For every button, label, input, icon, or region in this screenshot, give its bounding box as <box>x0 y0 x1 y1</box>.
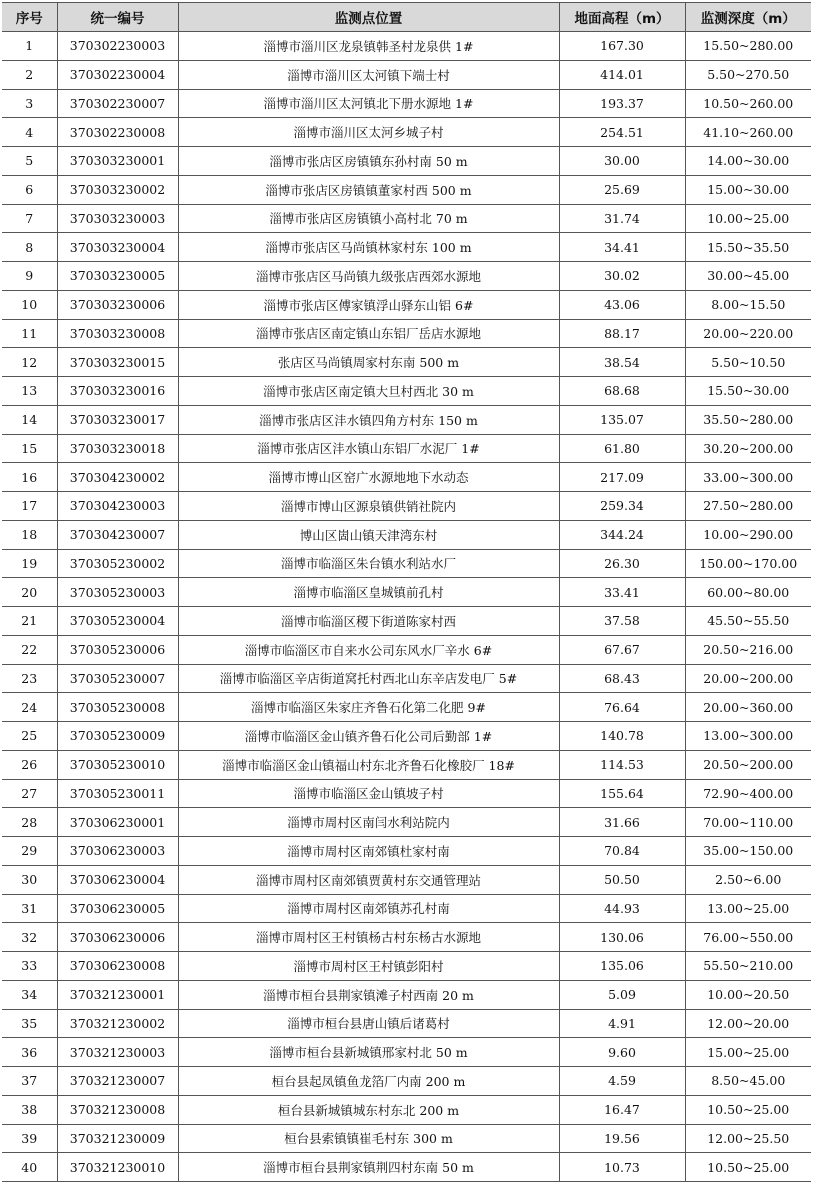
cell-serial-number: 4 <box>2 118 57 147</box>
cell-location: 淄博市淄川区龙泉镇韩圣村龙泉供 1# <box>178 32 559 61</box>
cell-monitoring-depth: 20.00~220.00 <box>685 319 811 348</box>
cell-monitoring-depth: 10.00~290.00 <box>685 520 811 549</box>
cell-location: 淄博市张店区房镇镇小高村北 70 m <box>178 204 559 233</box>
cell-unified-id: 370303230018 <box>57 434 178 463</box>
cell-location: 淄博市张店区南定镇大旦村西北 30 m <box>178 377 559 406</box>
cell-location: 淄博市张店区房镇镇东孙村南 50 m <box>178 147 559 176</box>
table-row <box>2 175 811 204</box>
cell-ground-elevation: 30.02 <box>559 262 685 291</box>
cell-monitoring-depth: 5.50~270.50 <box>685 60 811 89</box>
cell-unified-id: 370303230003 <box>57 204 178 233</box>
cell-ground-elevation: 114.53 <box>559 750 685 779</box>
table-row <box>2 147 811 176</box>
header-ground-elevation: 地面高程（m） <box>559 3 685 32</box>
cell-ground-elevation: 70.84 <box>559 837 685 866</box>
cell-ground-elevation: 9.60 <box>559 1038 685 1067</box>
cell-ground-elevation: 16.47 <box>559 1095 685 1124</box>
cell-ground-elevation: 4.91 <box>559 1009 685 1038</box>
cell-serial-number: 20 <box>2 578 57 607</box>
cell-unified-id: 370304230007 <box>57 520 178 549</box>
cell-ground-elevation: 61.80 <box>559 434 685 463</box>
cell-ground-elevation: 38.54 <box>559 348 685 377</box>
cell-serial-number: 14 <box>2 405 57 434</box>
table-row <box>2 32 811 61</box>
table-header-row <box>2 3 811 32</box>
cell-ground-elevation: 344.24 <box>559 520 685 549</box>
cell-location: 淄博市周村区王村镇彭阳村 <box>178 952 559 981</box>
cell-ground-elevation: 130.06 <box>559 923 685 952</box>
cell-serial-number: 25 <box>2 722 57 751</box>
cell-ground-elevation: 67.67 <box>559 635 685 664</box>
cell-monitoring-depth: 55.50~210.00 <box>685 952 811 981</box>
table-row <box>2 1067 811 1096</box>
cell-ground-elevation: 33.41 <box>559 578 685 607</box>
cell-serial-number: 17 <box>2 492 57 521</box>
cell-ground-elevation: 193.37 <box>559 89 685 118</box>
cell-serial-number: 12 <box>2 348 57 377</box>
cell-unified-id: 370306230006 <box>57 923 178 952</box>
table-row <box>2 865 811 894</box>
cell-unified-id: 370305230002 <box>57 549 178 578</box>
table-row <box>2 492 811 521</box>
cell-monitoring-depth: 13.00~300.00 <box>685 722 811 751</box>
cell-serial-number: 16 <box>2 463 57 492</box>
cell-serial-number: 22 <box>2 635 57 664</box>
cell-unified-id: 370321230010 <box>57 1153 178 1182</box>
cell-location: 淄博市临淄区辛店街道窝托村西北山东辛店发电厂 5# <box>178 664 559 693</box>
cell-location: 淄博市淄川区太河镇下端士村 <box>178 60 559 89</box>
cell-serial-number: 2 <box>2 60 57 89</box>
cell-serial-number: 18 <box>2 520 57 549</box>
header-serial-number: 序号 <box>2 3 57 32</box>
cell-monitoring-depth: 30.00~45.00 <box>685 262 811 291</box>
cell-unified-id: 370303230001 <box>57 147 178 176</box>
cell-monitoring-depth: 76.00~550.00 <box>685 923 811 952</box>
cell-location: 淄博市临淄区金山镇福山村东北齐鲁石化橡胶厂 18# <box>178 750 559 779</box>
cell-ground-elevation: 254.51 <box>559 118 685 147</box>
cell-ground-elevation: 31.66 <box>559 808 685 837</box>
header-monitoring-depth: 监测深度（m） <box>685 3 811 32</box>
table-row <box>2 319 811 348</box>
table-row <box>2 233 811 262</box>
cell-monitoring-depth: 27.50~280.00 <box>685 492 811 521</box>
cell-monitoring-depth: 5.50~10.50 <box>685 348 811 377</box>
table-row <box>2 1124 811 1153</box>
cell-ground-elevation: 140.78 <box>559 722 685 751</box>
cell-serial-number: 9 <box>2 262 57 291</box>
cell-unified-id: 370302230004 <box>57 60 178 89</box>
cell-monitoring-depth: 60.00~80.00 <box>685 578 811 607</box>
cell-location: 淄博市淄川区太河镇北下册水源地 1# <box>178 89 559 118</box>
cell-location: 淄博市临淄区市自来水公司东风水厂辛水 6# <box>178 635 559 664</box>
cell-serial-number: 30 <box>2 865 57 894</box>
cell-location: 淄博市临淄区朱台镇水利站水厂 <box>178 549 559 578</box>
cell-location: 淄博市周村区南郊镇杜家村南 <box>178 837 559 866</box>
cell-unified-id: 370305230004 <box>57 607 178 636</box>
cell-unified-id: 370305230008 <box>57 693 178 722</box>
cell-unified-id: 370321230007 <box>57 1067 178 1096</box>
cell-serial-number: 39 <box>2 1124 57 1153</box>
table-row <box>2 693 811 722</box>
table-row <box>2 664 811 693</box>
table-row <box>2 1009 811 1038</box>
cell-monitoring-depth: 150.00~170.00 <box>685 549 811 578</box>
cell-serial-number: 28 <box>2 808 57 837</box>
cell-unified-id: 370303230002 <box>57 175 178 204</box>
header-unified-id: 统一编号 <box>57 3 178 32</box>
cell-monitoring-depth: 20.50~200.00 <box>685 750 811 779</box>
table-row <box>2 204 811 233</box>
cell-monitoring-depth: 15.00~30.00 <box>685 175 811 204</box>
table-row <box>2 607 811 636</box>
cell-location: 淄博市周村区南郊镇苏孔村南 <box>178 894 559 923</box>
cell-unified-id: 370305230007 <box>57 664 178 693</box>
cell-monitoring-depth: 45.50~55.50 <box>685 607 811 636</box>
table-row <box>2 118 811 147</box>
cell-serial-number: 35 <box>2 1009 57 1038</box>
cell-monitoring-depth: 10.50~25.00 <box>685 1153 811 1182</box>
table-row <box>2 722 811 751</box>
cell-ground-elevation: 88.17 <box>559 319 685 348</box>
cell-serial-number: 6 <box>2 175 57 204</box>
cell-serial-number: 23 <box>2 664 57 693</box>
cell-location: 淄博市周村区南闫水利站院内 <box>178 808 559 837</box>
cell-serial-number: 7 <box>2 204 57 233</box>
cell-monitoring-depth: 12.00~20.00 <box>685 1009 811 1038</box>
cell-unified-id: 370306230001 <box>57 808 178 837</box>
cell-unified-id: 370303230017 <box>57 405 178 434</box>
cell-ground-elevation: 135.07 <box>559 405 685 434</box>
cell-monitoring-depth: 20.00~200.00 <box>685 664 811 693</box>
cell-unified-id: 370304230003 <box>57 492 178 521</box>
cell-location: 淄博市周村区南郊镇贾黄村东交通管理站 <box>178 865 559 894</box>
cell-location: 桓台县索镇镇崔毛村东 300 m <box>178 1124 559 1153</box>
cell-serial-number: 38 <box>2 1095 57 1124</box>
cell-location: 淄博市桓台县荆家镇滩子村西南 20 m <box>178 980 559 1009</box>
cell-unified-id: 370304230002 <box>57 463 178 492</box>
cell-ground-elevation: 44.93 <box>559 894 685 923</box>
table-row <box>2 923 811 952</box>
cell-monitoring-depth: 20.50~216.00 <box>685 635 811 664</box>
cell-location: 淄博市张店区南定镇山东铝厂岳店水源地 <box>178 319 559 348</box>
cell-location: 淄博市临淄区金山镇坡子村 <box>178 779 559 808</box>
cell-unified-id: 370302230007 <box>57 89 178 118</box>
table-row <box>2 405 811 434</box>
cell-location: 淄博市张店区马尚镇九级张店西郊水源地 <box>178 262 559 291</box>
cell-monitoring-depth: 13.00~25.00 <box>685 894 811 923</box>
cell-monitoring-depth: 15.50~30.00 <box>685 377 811 406</box>
table-row <box>2 262 811 291</box>
cell-ground-elevation: 167.30 <box>559 32 685 61</box>
cell-serial-number: 32 <box>2 923 57 952</box>
cell-serial-number: 21 <box>2 607 57 636</box>
cell-monitoring-depth: 14.00~30.00 <box>685 147 811 176</box>
cell-serial-number: 40 <box>2 1153 57 1182</box>
cell-location: 桓台县新城镇城东村东北 200 m <box>178 1095 559 1124</box>
cell-monitoring-depth: 15.50~35.50 <box>685 233 811 262</box>
cell-ground-elevation: 50.50 <box>559 865 685 894</box>
cell-location: 淄博市临淄区朱家庄齐鲁石化第二化肥 9# <box>178 693 559 722</box>
table-row <box>2 520 811 549</box>
cell-serial-number: 11 <box>2 319 57 348</box>
cell-serial-number: 31 <box>2 894 57 923</box>
cell-ground-elevation: 19.56 <box>559 1124 685 1153</box>
cell-unified-id: 370303230005 <box>57 262 178 291</box>
cell-serial-number: 8 <box>2 233 57 262</box>
cell-unified-id: 370303230004 <box>57 233 178 262</box>
table-row <box>2 549 811 578</box>
cell-serial-number: 34 <box>2 980 57 1009</box>
cell-ground-elevation: 155.64 <box>559 779 685 808</box>
cell-ground-elevation: 5.09 <box>559 980 685 1009</box>
cell-monitoring-depth: 2.50~6.00 <box>685 865 811 894</box>
cell-unified-id: 370321230008 <box>57 1095 178 1124</box>
cell-serial-number: 27 <box>2 779 57 808</box>
cell-location: 淄博市临淄区皇城镇前孔村 <box>178 578 559 607</box>
cell-location: 淄博市桓台县新城镇邢家村北 50 m <box>178 1038 559 1067</box>
table-row <box>2 290 811 319</box>
header-location: 监测点位置 <box>178 3 559 32</box>
cell-location: 淄博市张店区沣水镇四角方村东 150 m <box>178 405 559 434</box>
cell-monitoring-depth: 20.00~360.00 <box>685 693 811 722</box>
cell-serial-number: 13 <box>2 377 57 406</box>
cell-location: 淄博市桓台县荆家镇荆四村东南 50 m <box>178 1153 559 1182</box>
cell-unified-id: 370306230004 <box>57 865 178 894</box>
cell-ground-elevation: 43.06 <box>559 290 685 319</box>
cell-serial-number: 10 <box>2 290 57 319</box>
cell-serial-number: 33 <box>2 952 57 981</box>
cell-serial-number: 5 <box>2 147 57 176</box>
cell-monitoring-depth: 10.50~260.00 <box>685 89 811 118</box>
cell-monitoring-depth: 10.00~20.50 <box>685 980 811 1009</box>
cell-unified-id: 370321230003 <box>57 1038 178 1067</box>
cell-ground-elevation: 26.30 <box>559 549 685 578</box>
cell-location: 淄博市淄川区太河乡城子村 <box>178 118 559 147</box>
cell-unified-id: 370306230008 <box>57 952 178 981</box>
cell-unified-id: 370306230005 <box>57 894 178 923</box>
cell-monitoring-depth: 8.00~15.50 <box>685 290 811 319</box>
cell-location: 淄博市周村区王村镇杨古村东杨古水源地 <box>178 923 559 952</box>
cell-monitoring-depth: 70.00~110.00 <box>685 808 811 837</box>
cell-serial-number: 24 <box>2 693 57 722</box>
cell-ground-elevation: 30.00 <box>559 147 685 176</box>
cell-ground-elevation: 68.43 <box>559 664 685 693</box>
cell-unified-id: 370305230009 <box>57 722 178 751</box>
cell-ground-elevation: 68.68 <box>559 377 685 406</box>
table-row <box>2 434 811 463</box>
cell-ground-elevation: 217.09 <box>559 463 685 492</box>
cell-ground-elevation: 25.69 <box>559 175 685 204</box>
cell-unified-id: 370321230001 <box>57 980 178 1009</box>
cell-ground-elevation: 259.34 <box>559 492 685 521</box>
cell-serial-number: 26 <box>2 750 57 779</box>
table-row <box>2 1095 811 1124</box>
cell-monitoring-depth: 15.00~25.00 <box>685 1038 811 1067</box>
table-row <box>2 779 811 808</box>
cell-unified-id: 370303230008 <box>57 319 178 348</box>
cell-monitoring-depth: 41.10~260.00 <box>685 118 811 147</box>
cell-monitoring-depth: 12.00~25.50 <box>685 1124 811 1153</box>
cell-location: 淄博市桓台县唐山镇后诸葛村 <box>178 1009 559 1038</box>
cell-unified-id: 370303230016 <box>57 377 178 406</box>
cell-ground-elevation: 76.64 <box>559 693 685 722</box>
cell-unified-id: 370305230006 <box>57 635 178 664</box>
table-row <box>2 635 811 664</box>
table-row <box>2 60 811 89</box>
cell-unified-id: 370302230003 <box>57 32 178 61</box>
table-row <box>2 894 811 923</box>
cell-monitoring-depth: 30.20~200.00 <box>685 434 811 463</box>
cell-unified-id: 370303230015 <box>57 348 178 377</box>
table-row <box>2 750 811 779</box>
cell-location: 淄博市张店区傅家镇浮山驿东山铝 6# <box>178 290 559 319</box>
cell-ground-elevation: 31.74 <box>559 204 685 233</box>
cell-unified-id: 370321230009 <box>57 1124 178 1153</box>
table-row <box>2 89 811 118</box>
cell-location: 桓台县起凤镇鱼龙箔厂内南 200 m <box>178 1067 559 1096</box>
cell-unified-id: 370302230008 <box>57 118 178 147</box>
cell-location: 淄博市博山区源泉镇供销社院内 <box>178 492 559 521</box>
cell-serial-number: 3 <box>2 89 57 118</box>
cell-serial-number: 1 <box>2 32 57 61</box>
monitoring-points-table <box>2 2 811 1182</box>
table-row <box>2 837 811 866</box>
cell-unified-id: 370321230002 <box>57 1009 178 1038</box>
table-row <box>2 348 811 377</box>
table-row <box>2 463 811 492</box>
cell-unified-id: 370303230006 <box>57 290 178 319</box>
table-row <box>2 980 811 1009</box>
table-row <box>2 377 811 406</box>
cell-ground-elevation: 4.59 <box>559 1067 685 1096</box>
cell-monitoring-depth: 33.00~300.00 <box>685 463 811 492</box>
cell-monitoring-depth: 35.50~280.00 <box>685 405 811 434</box>
cell-monitoring-depth: 15.50~280.00 <box>685 32 811 61</box>
cell-location: 博山区崮山镇天津湾东村 <box>178 520 559 549</box>
cell-location: 淄博市张店区房镇镇董家村西 500 m <box>178 175 559 204</box>
cell-monitoring-depth: 10.50~25.00 <box>685 1095 811 1124</box>
cell-serial-number: 19 <box>2 549 57 578</box>
table-body <box>2 32 811 1182</box>
cell-ground-elevation: 34.41 <box>559 233 685 262</box>
cell-unified-id: 370306230003 <box>57 837 178 866</box>
cell-location: 张店区马尚镇周家村东南 500 m <box>178 348 559 377</box>
cell-monitoring-depth: 72.90~400.00 <box>685 779 811 808</box>
cell-unified-id: 370305230010 <box>57 750 178 779</box>
cell-ground-elevation: 10.73 <box>559 1153 685 1182</box>
cell-serial-number: 36 <box>2 1038 57 1067</box>
table-row <box>2 1153 811 1182</box>
table-row <box>2 1038 811 1067</box>
cell-serial-number: 37 <box>2 1067 57 1096</box>
table-row <box>2 808 811 837</box>
cell-location: 淄博市临淄区金山镇齐鲁石化公司后勤部 1# <box>178 722 559 751</box>
cell-serial-number: 29 <box>2 837 57 866</box>
cell-unified-id: 370305230003 <box>57 578 178 607</box>
cell-ground-elevation: 37.58 <box>559 607 685 636</box>
table-row <box>2 952 811 981</box>
cell-serial-number: 15 <box>2 434 57 463</box>
cell-ground-elevation: 414.01 <box>559 60 685 89</box>
cell-ground-elevation: 135.06 <box>559 952 685 981</box>
cell-monitoring-depth: 8.50~45.00 <box>685 1067 811 1096</box>
cell-monitoring-depth: 10.00~25.00 <box>685 204 811 233</box>
cell-monitoring-depth: 35.00~150.00 <box>685 837 811 866</box>
cell-location: 淄博市博山区窑广水源地地下水动态 <box>178 463 559 492</box>
cell-location: 淄博市张店区沣水镇山东铝厂水泥厂 1# <box>178 434 559 463</box>
cell-location: 淄博市临淄区稷下街道陈家村西 <box>178 607 559 636</box>
table-row <box>2 578 811 607</box>
cell-unified-id: 370305230011 <box>57 779 178 808</box>
cell-location: 淄博市张店区马尚镇林家村东 100 m <box>178 233 559 262</box>
